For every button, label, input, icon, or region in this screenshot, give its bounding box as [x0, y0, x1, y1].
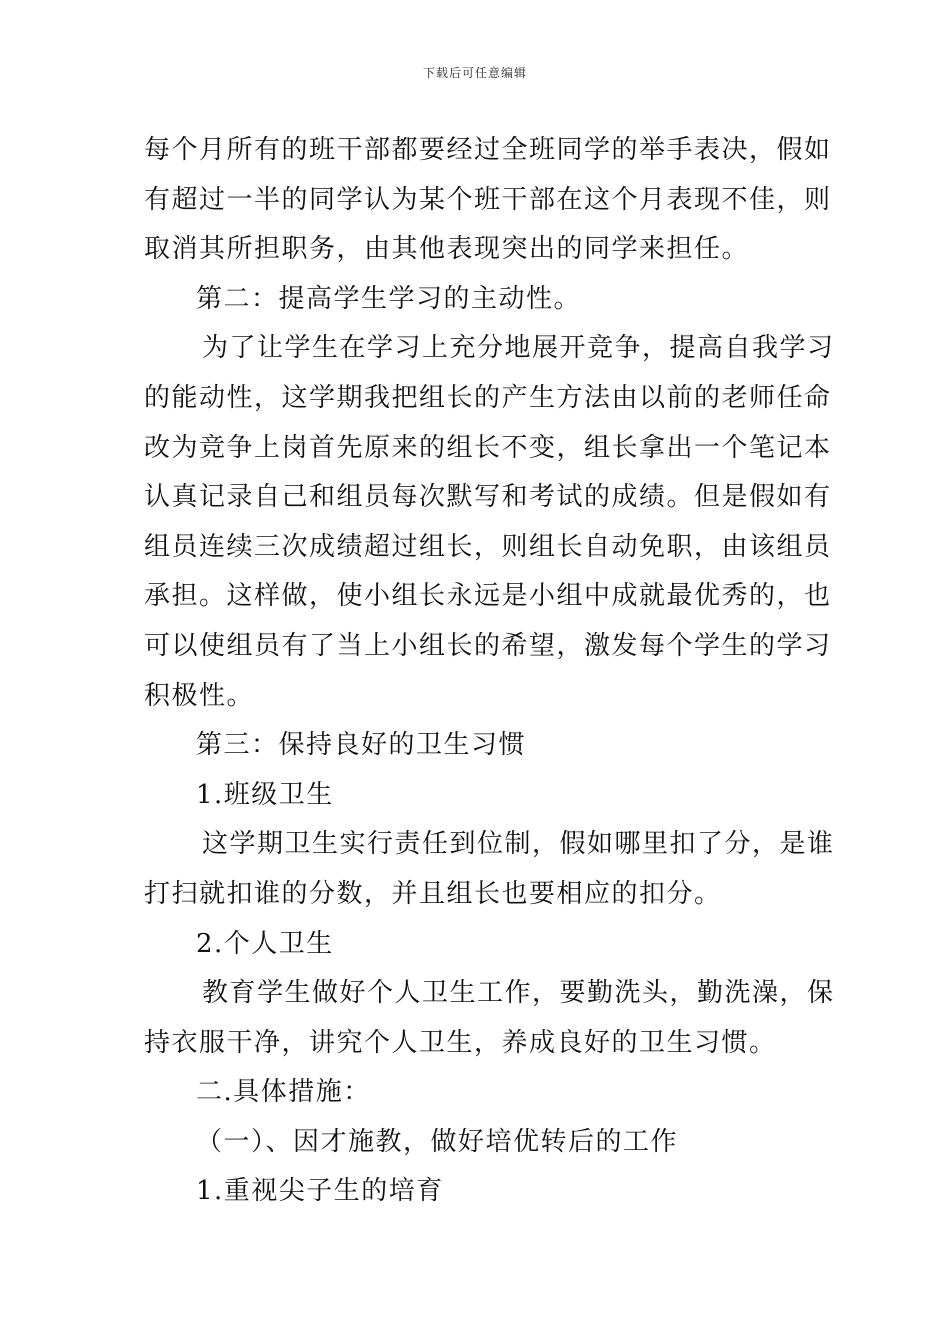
paragraph-line: 打扫就扣谁的分数，并且组长也要相应的扣分。 — [144, 878, 722, 909]
document-body — [144, 126, 835, 1217]
subsection-heading: （一）、因才施教，做好培优转后的工作 — [196, 1126, 679, 1157]
paragraph-line: 认真记录自己和组员每次默写和考试的成绩。但是假如有 — [144, 482, 832, 513]
paragraph-line: 取消其所担职务，由其他表现突出的同学来担任。 — [144, 234, 750, 265]
paragraph-line: 改为竞争上岗首先原来的组长不变，组长拿出一个笔记本 — [144, 432, 832, 463]
paragraph-line: 组员连续三次成绩超过组长，则组长自动免职，由该组员 — [144, 531, 832, 562]
paragraph-line: 为了让学生在学习上充分地展开竞争，提高自我学习 — [202, 333, 835, 364]
subsection-heading: 1.重视尖子生的培育 — [196, 1176, 444, 1207]
section-heading: 第二：提高学生学习的主动性。 — [196, 283, 582, 314]
paragraph-line: 有超过一半的同学认为某个班干部在这个月表现不佳，则 — [144, 184, 832, 215]
subsection-heading: 1.班级卫生 — [196, 779, 334, 810]
paragraph-line: 积极性。 — [144, 680, 255, 711]
paragraph-line: 这学期卫生实行责任到位制，假如哪里扣了分，是谁 — [202, 829, 835, 860]
paragraph-line: 的能动性，这学期我把组长的产生方法由以前的老师任命 — [144, 382, 832, 413]
page-header: 下载后可任意编辑 — [422, 66, 527, 80]
section-heading: 第三：保持良好的卫生习惯 — [196, 730, 527, 761]
paragraph-line: 每个月所有的班干部都要经过全班同学的举手表决，假如 — [144, 135, 832, 165]
paragraph-line: 持衣服干净，讲究个人卫生，养成良好的卫生习惯。 — [144, 1027, 777, 1058]
paragraph-line: 教育学生做好个人卫生工作，要勤洗头，勤洗澡，保 — [202, 978, 835, 1009]
section-heading: 二.具体措施： — [196, 1077, 371, 1108]
paragraph-line: 承担。这样做，使小组长永远是小组中成就最优秀的，也 — [144, 581, 832, 612]
paragraph-line: 可以使组员有了当上小组长的希望，激发每个学生的学习 — [144, 630, 832, 661]
subsection-heading: 2.个人卫生 — [196, 928, 334, 959]
